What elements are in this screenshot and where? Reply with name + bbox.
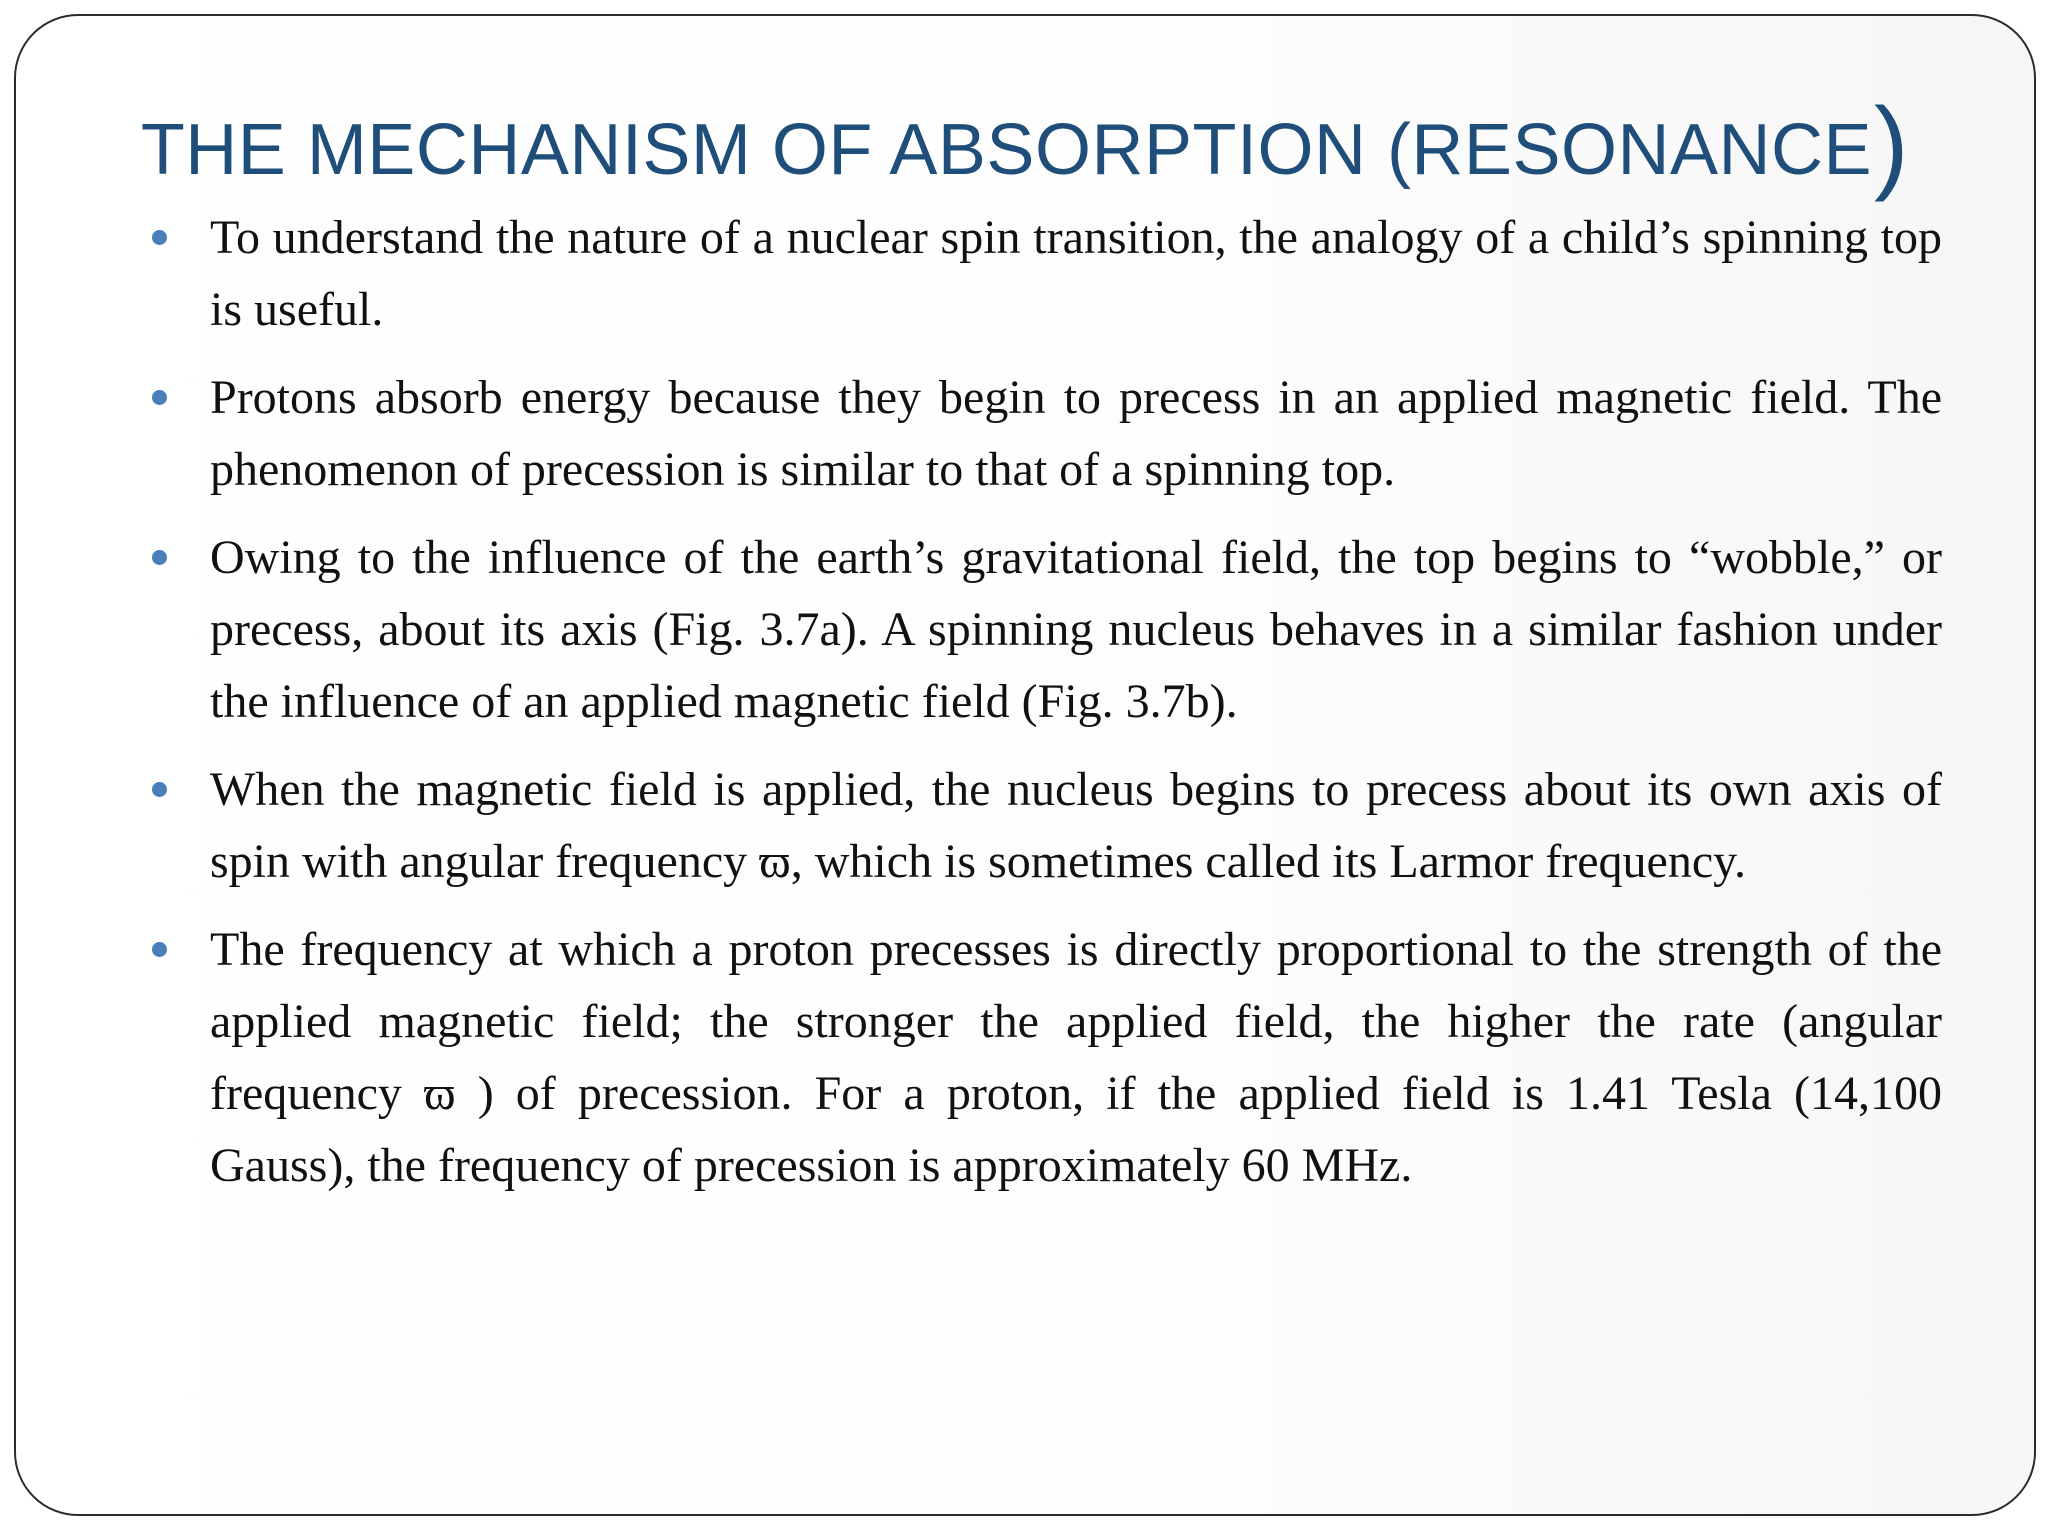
bullet-item [142,914,1942,1202]
bullet-item [142,754,1942,898]
bullet-item [142,362,1942,506]
bullet-text: When the magnetic field is applied, the nucleus begins to precess about its own axis of spin with angular frequency ϖ, which is sometimes called its Larmor frequency. [210,763,1942,888]
slide-frame [14,14,2036,1516]
bullet-text: The frequency at which a proton precesses is directly proportional to the strength of the applied magnetic field; the stronger the applied field, the higher the rate (angular frequency ϖ ) of precession. For a proton, if the applied field is 1.41 Tesla (14,100 Gauss), the frequency of precession is approximately 60 MHz. [210,923,1942,1192]
bullet-list [142,202,1942,1218]
bullet-dot-icon [152,230,167,245]
bullet-dot-icon [152,782,167,797]
bullet-dot-icon [152,390,167,405]
slide-title-closing-paren: ) [1874,87,1910,203]
bullet-text: To understand the nature of a nuclear spin transition, the analogy of a child’s spinning top is useful. [210,211,1942,336]
bullet-dot-icon [152,550,167,565]
slide-title-text: THE MECHANISM OF ABSORPTION (RESONANCE [140,110,1873,190]
bullet-item [142,202,1942,346]
bullet-dot-icon [152,942,167,957]
slide-title [16,80,2034,203]
bullet-text: Owing to the influence of the earth’s gravitational field, the top begins to “wobble,” or precess, about its axis (Fig. 3.7a). A spinning nucleus behaves in a similar fashion under the influence of an applied magnetic field (Fig. 3.7b). [210,531,1942,728]
bullet-text: Protons absorb energy because they begin to precess in an applied magnetic field. The phenomenon of precession is similar to that of a spinning top. [210,371,1942,496]
bullet-item [142,522,1942,738]
